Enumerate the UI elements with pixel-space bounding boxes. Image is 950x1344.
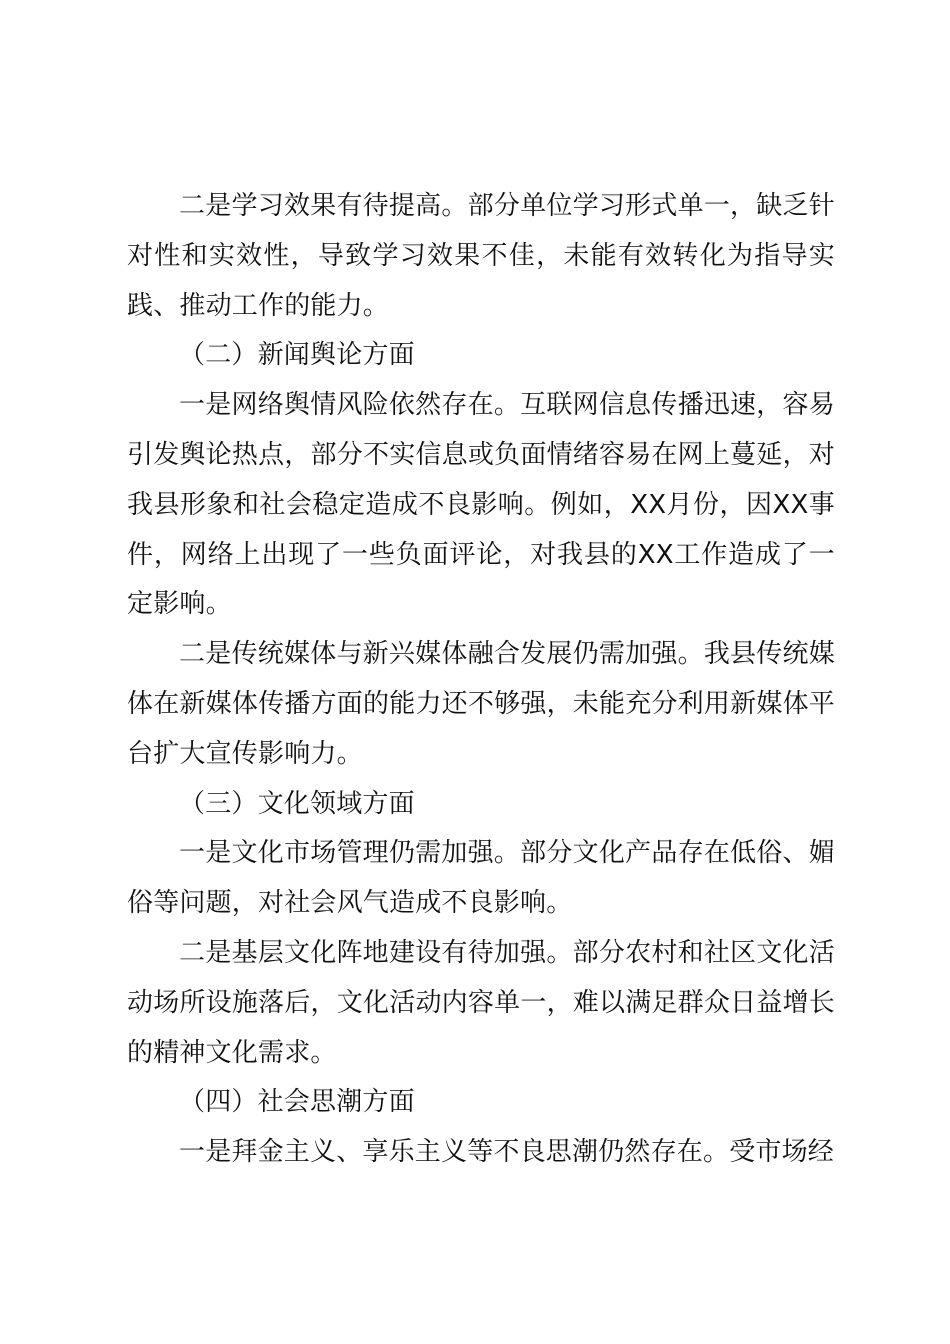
paragraph-learning-effect: 二是学习效果有待提高。部分单位学习形式单一，缺乏针对性和实效性，导致学习效果不佳，未能有效转化为指导实践、推动工作的能力。 xyxy=(127,191,835,321)
paragraph-media-integration: 二是传统媒体与新兴媒体融合发展仍需加强。我县传统媒体在新媒体传播方面的能力还不够强，未能充分利用新媒体平台扩大宣传影响力。 xyxy=(127,639,835,769)
section-heading-news-opinion: （二）新闻舆论方面 xyxy=(179,340,415,371)
document-body xyxy=(127,182,835,1178)
paragraph-materialism: 一是拜金主义、享乐主义等不良思潮仍然存在。受市场经 xyxy=(179,1137,835,1168)
section-heading-social-thought: （四）社会思潮方面 xyxy=(179,1087,415,1118)
section-heading-culture: （三）文化领域方面 xyxy=(179,788,415,819)
paragraph-grassroots-culture: 二是基层文化阵地建设有待加强。部分农村和社区文化活动场所设施落后，文化活动内容单一，难以满足群众日益增长的精神文化需求。 xyxy=(127,937,835,1068)
paragraph-online-opinion-risk: 一是网络舆情风险依然存在。互联网信息传播迅速，容易引发舆论热点，部分不实信息或负面情绪容易在网上蔓延，对我县形象和社会稳定造成不良影响。例如，XX月份，因XX事件，网络上出现了一些负面评论，对我县的XX工作造成了一定影响。 xyxy=(127,390,835,620)
paragraph-culture-market: 一是文化市场管理仍需加强。部分文化产品存在低俗、媚俗等问题，对社会风气造成不良影响。 xyxy=(127,838,835,919)
